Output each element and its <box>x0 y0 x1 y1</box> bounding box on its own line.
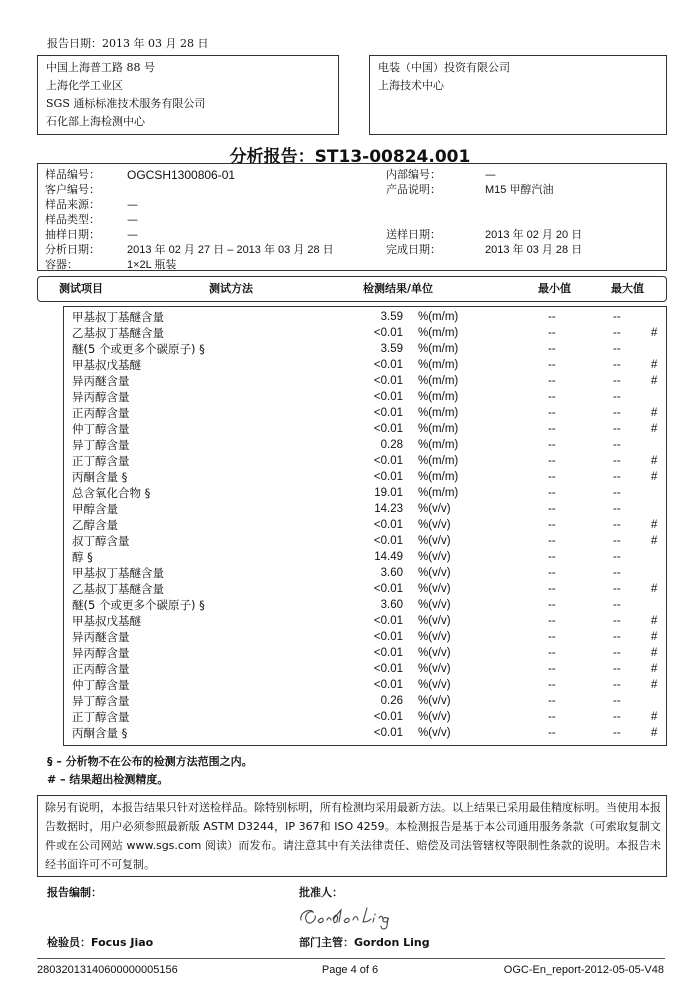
row-flag: # <box>651 679 658 691</box>
row-min: -- <box>548 503 556 515</box>
row-name: 正丙醇含量 <box>72 406 130 420</box>
row-max: -- <box>613 711 621 723</box>
row-flag: # <box>651 519 658 531</box>
signature-graphic <box>297 902 397 930</box>
sample-info <box>0 166 700 271</box>
row-flag: # <box>651 647 658 659</box>
row-unit: %(m/m) <box>418 311 459 323</box>
row-name: 总含氧化合物 § <box>72 486 151 500</box>
row-result: <0.01 <box>373 727 403 739</box>
row-max: -- <box>613 647 621 659</box>
header-min: 最小值 <box>538 282 571 295</box>
table-row <box>0 629 700 645</box>
header-item: 测试项目 <box>59 282 103 295</box>
row-max: -- <box>613 535 621 547</box>
row-name: 正丁醇含量 <box>72 710 130 724</box>
row-max: -- <box>613 359 621 371</box>
row-name: 丙酮含量 § <box>72 726 128 740</box>
table-row <box>0 405 700 421</box>
report-date: 报告日期：2013 年 03 月 28 日 <box>47 37 209 50</box>
row-min: -- <box>548 695 556 707</box>
row-max: -- <box>613 439 621 451</box>
row-min: -- <box>548 551 556 563</box>
product: M15 甲醇汽油 <box>485 184 554 196</box>
sample-no: OGCSH1300806-01 <box>127 168 236 182</box>
table-row <box>0 645 700 661</box>
row-min: -- <box>548 455 556 467</box>
lab-address-line: 中国上海普工路 88 号 <box>46 61 155 74</box>
row-max: -- <box>613 503 621 515</box>
row-max: -- <box>613 343 621 355</box>
row-result: <0.01 <box>373 391 403 403</box>
row-flag: # <box>651 471 658 483</box>
row-max: -- <box>613 551 621 563</box>
row-result: 0.28 <box>380 439 403 451</box>
row-unit: %(m/m) <box>418 439 459 451</box>
table-row <box>0 549 700 565</box>
row-result: 3.59 <box>380 343 403 355</box>
type: — <box>127 213 138 226</box>
row-result: <0.01 <box>373 711 403 723</box>
complete-date-label: 完成日期： <box>386 243 441 256</box>
row-result: 19.01 <box>374 487 403 499</box>
row-flag: # <box>651 583 658 595</box>
row-unit: %(v/v) <box>418 599 451 611</box>
row-min: -- <box>548 359 556 371</box>
row-flag: # <box>651 615 658 627</box>
table-row <box>0 501 700 517</box>
row-result: <0.01 <box>373 455 403 467</box>
table-row <box>0 677 700 693</box>
table-row <box>0 693 700 709</box>
row-unit: %(v/v) <box>418 567 451 579</box>
row-name: 异丙醚含量 <box>72 630 130 644</box>
row-name: 异丙醚含量 <box>72 374 130 388</box>
table-row <box>0 517 700 533</box>
footer-page: Page 4 of 6 <box>321 964 379 976</box>
row-max: -- <box>613 455 621 467</box>
row-unit: %(v/v) <box>418 695 451 707</box>
row-name: 甲基叔丁基醚含量 <box>72 310 164 324</box>
row-unit: %(m/m) <box>418 407 459 419</box>
row-flag: # <box>651 455 658 467</box>
row-result: 3.60 <box>380 567 403 579</box>
row-flag: # <box>651 407 658 419</box>
row-min: -- <box>548 519 556 531</box>
row-max: -- <box>613 615 621 627</box>
sampling-date-label: 抽样日期： <box>45 228 100 241</box>
row-flag: # <box>651 711 658 723</box>
footer-rule <box>37 958 665 959</box>
type-label: 样品类型： <box>45 213 100 226</box>
row-name: 叔丁醇含量 <box>72 534 130 548</box>
row-unit: %(v/v) <box>418 679 451 691</box>
row-result: 3.60 <box>380 599 403 611</box>
row-min: -- <box>548 679 556 691</box>
table-row <box>0 485 700 501</box>
row-name: 醚(5 个或更多个碳原子) § <box>72 598 205 612</box>
row-name: 异丙醇含量 <box>72 646 130 660</box>
table-header <box>37 276 667 302</box>
internal-no: — <box>485 168 496 181</box>
table-row <box>0 581 700 597</box>
row-min: -- <box>548 487 556 499</box>
disclaimer-text: 除另有说明，本报告结果只针对送检样品。除特别标明，所有检测均采用最新方法。以上结果已采用最佳精度标明。当使用本报告数据时，用户必须参照最新版 ASTM D3244，IP 367和 ISO 4259。本检测报告是基于本公司通用服务条款（可索取复制文件或在公司网站 www.sgs.com 阅读）而发布。请注意其中有关法律责任、赔偿及司法管辖权等限制性条款的说明。本报告未经书面许可不可复制。 <box>45 801 661 871</box>
row-name: 甲醇含量 <box>72 502 118 516</box>
row-unit: %(m/m) <box>418 343 459 355</box>
table-row <box>0 437 700 453</box>
row-unit: %(v/v) <box>418 519 451 531</box>
row-name: 醇 § <box>72 550 93 564</box>
note-hash: # – 结果超出检测精度。 <box>47 773 169 786</box>
product-label: 产品说明： <box>386 183 441 196</box>
row-max: -- <box>613 407 621 419</box>
row-result: <0.01 <box>373 423 403 435</box>
row-min: -- <box>548 663 556 675</box>
row-min: -- <box>548 391 556 403</box>
row-name: 正丙醇含量 <box>72 662 130 676</box>
row-min: -- <box>548 727 556 739</box>
row-result: <0.01 <box>373 375 403 387</box>
compiled-label: 报告编制： <box>47 886 102 899</box>
row-name: 仲丁醇含量 <box>72 422 130 436</box>
table-row <box>0 421 700 437</box>
manager: 部门主管：Gordon Ling <box>299 936 430 949</box>
row-max: -- <box>613 567 621 579</box>
row-name: 乙基叔丁基醚含量 <box>72 326 164 340</box>
row-result: <0.01 <box>373 583 403 595</box>
row-result: <0.01 <box>373 615 403 627</box>
row-unit: %(m/m) <box>418 375 459 387</box>
row-unit: %(m/m) <box>418 423 459 435</box>
row-min: -- <box>548 471 556 483</box>
row-max: -- <box>613 519 621 531</box>
header-max: 最大值 <box>611 282 644 295</box>
row-max: -- <box>613 695 621 707</box>
row-flag: # <box>651 327 658 339</box>
row-unit: %(v/v) <box>418 615 451 627</box>
table-row <box>0 613 700 629</box>
lab-address-box <box>37 55 339 135</box>
row-result: <0.01 <box>373 535 403 547</box>
row-result: 0.26 <box>380 695 403 707</box>
row-result: <0.01 <box>373 519 403 531</box>
row-min: -- <box>548 535 556 547</box>
client-address-line: 电装（中国）投资有限公司 <box>378 61 510 74</box>
source-label: 样品来源： <box>45 198 100 211</box>
row-min: -- <box>548 375 556 387</box>
row-flag: # <box>651 535 658 547</box>
row-name: 乙基叔丁基醚含量 <box>72 582 164 596</box>
row-min: -- <box>548 343 556 355</box>
row-min: -- <box>548 311 556 323</box>
table-row <box>0 341 700 357</box>
source: — <box>127 198 138 211</box>
row-max: -- <box>613 583 621 595</box>
table-row <box>0 325 700 341</box>
table-row <box>0 661 700 677</box>
row-result: 14.23 <box>374 503 403 515</box>
row-flag: # <box>651 423 658 435</box>
row-flag: # <box>651 663 658 675</box>
row-max: -- <box>613 599 621 611</box>
disclaimer-box <box>37 795 667 877</box>
client-address-box <box>369 55 667 135</box>
row-name: 醚(5 个或更多个碳原子) § <box>72 342 205 356</box>
row-result: <0.01 <box>373 327 403 339</box>
table-row <box>0 357 700 373</box>
customer-no-label: 客户编号： <box>45 183 100 196</box>
row-unit: %(m/m) <box>418 391 459 403</box>
row-name: 正丁醇含量 <box>72 454 130 468</box>
row-unit: %(m/m) <box>418 327 459 339</box>
table-row <box>0 373 700 389</box>
lab-address-line: SGS 通标标准技术服务有限公司 <box>46 97 206 110</box>
row-unit: %(v/v) <box>418 631 451 643</box>
row-unit: %(v/v) <box>418 503 451 515</box>
internal-no-label: 内部编号： <box>386 168 441 181</box>
row-min: -- <box>548 567 556 579</box>
row-result: 14.49 <box>374 551 403 563</box>
row-max: -- <box>613 391 621 403</box>
table-row <box>0 453 700 469</box>
row-name: 丙酮含量 § <box>72 470 128 484</box>
row-flag: # <box>651 631 658 643</box>
row-max: -- <box>613 631 621 643</box>
table-row <box>0 709 700 725</box>
analysis-date: 2013 年 02 月 27 日 – 2013 年 03 月 28 日 <box>127 244 334 256</box>
row-unit: %(m/m) <box>418 455 459 467</box>
row-flag: # <box>651 375 658 387</box>
complete-date: 2013 年 03 月 28 日 <box>485 244 583 256</box>
row-result: 3.59 <box>380 311 403 323</box>
row-unit: %(v/v) <box>418 647 451 659</box>
row-unit: %(v/v) <box>418 727 451 739</box>
submit-date: 2013 年 02 月 20 日 <box>485 229 583 241</box>
container: 1×2L 瓶装 <box>127 259 177 271</box>
row-unit: %(v/v) <box>418 711 451 723</box>
row-name: 甲基叔戊基醚 <box>72 614 141 628</box>
row-unit: %(v/v) <box>418 535 451 547</box>
row-max: -- <box>613 327 621 339</box>
row-unit: %(m/m) <box>418 487 459 499</box>
row-min: -- <box>548 439 556 451</box>
table-row <box>0 725 700 741</box>
lab-address-line: 上海化学工业区 <box>46 79 123 92</box>
sample-no-label: 样品编号： <box>45 168 100 181</box>
submit-date-label: 送样日期： <box>386 228 441 241</box>
row-min: -- <box>548 615 556 627</box>
header-method: 测试方法 <box>209 282 253 295</box>
container-label: 容器： <box>45 258 78 271</box>
row-unit: %(v/v) <box>418 583 451 595</box>
header-result: 检测结果/单位 <box>363 282 434 295</box>
row-max: -- <box>613 663 621 675</box>
row-unit: %(v/v) <box>418 663 451 675</box>
signature <box>297 902 397 930</box>
note-section: § – 分析物不在公布的检测方法范围之内。 <box>47 755 253 768</box>
row-max: -- <box>613 727 621 739</box>
footer-template: OGC-En_report-2012-05-05-V48 <box>503 964 664 976</box>
inspector: 检验员：Focus Jiao <box>47 936 154 949</box>
row-result: <0.01 <box>373 471 403 483</box>
row-result: <0.01 <box>373 631 403 643</box>
table-row <box>0 597 700 613</box>
row-result: <0.01 <box>373 359 403 371</box>
table-row <box>0 309 700 325</box>
approved-label: 批准人： <box>299 886 343 899</box>
row-min: -- <box>548 599 556 611</box>
row-result: <0.01 <box>373 663 403 675</box>
analysis-date-label: 分析日期： <box>45 243 100 256</box>
client-address-line: 上海技术中心 <box>378 79 444 92</box>
row-result: <0.01 <box>373 679 403 691</box>
row-name: 异丁醇含量 <box>72 694 130 708</box>
row-result: <0.01 <box>373 647 403 659</box>
footer-doc-no: 28032013140600000005156 <box>37 964 178 976</box>
row-unit: %(v/v) <box>418 551 451 563</box>
row-result: <0.01 <box>373 407 403 419</box>
row-unit: %(m/m) <box>418 359 459 371</box>
row-name: 乙醇含量 <box>72 518 118 532</box>
row-name: 甲基叔丁基醚含量 <box>72 566 164 580</box>
row-max: -- <box>613 487 621 499</box>
row-min: -- <box>548 327 556 339</box>
table-row <box>0 389 700 405</box>
table-row <box>0 469 700 485</box>
row-max: -- <box>613 375 621 387</box>
row-name: 异丙醇含量 <box>72 390 130 404</box>
row-min: -- <box>548 407 556 419</box>
row-min: -- <box>548 583 556 595</box>
row-max: -- <box>613 311 621 323</box>
row-min: -- <box>548 423 556 435</box>
table-row <box>0 565 700 581</box>
row-flag: # <box>651 727 658 739</box>
lab-address-line: 石化部上海检测中心 <box>46 115 145 128</box>
report-title: 分析报告：ST13-00824.001 <box>229 147 471 167</box>
row-min: -- <box>548 647 556 659</box>
row-name: 甲基叔戊基醚 <box>72 358 141 372</box>
row-min: -- <box>548 631 556 643</box>
row-max: -- <box>613 423 621 435</box>
row-name: 异丁醇含量 <box>72 438 130 452</box>
row-flag: # <box>651 359 658 371</box>
row-max: -- <box>613 471 621 483</box>
row-max: -- <box>613 679 621 691</box>
row-name: 仲丁醇含量 <box>72 678 130 692</box>
row-min: -- <box>548 711 556 723</box>
row-unit: %(m/m) <box>418 471 459 483</box>
table-row <box>0 533 700 549</box>
sampling-date: — <box>127 228 138 241</box>
